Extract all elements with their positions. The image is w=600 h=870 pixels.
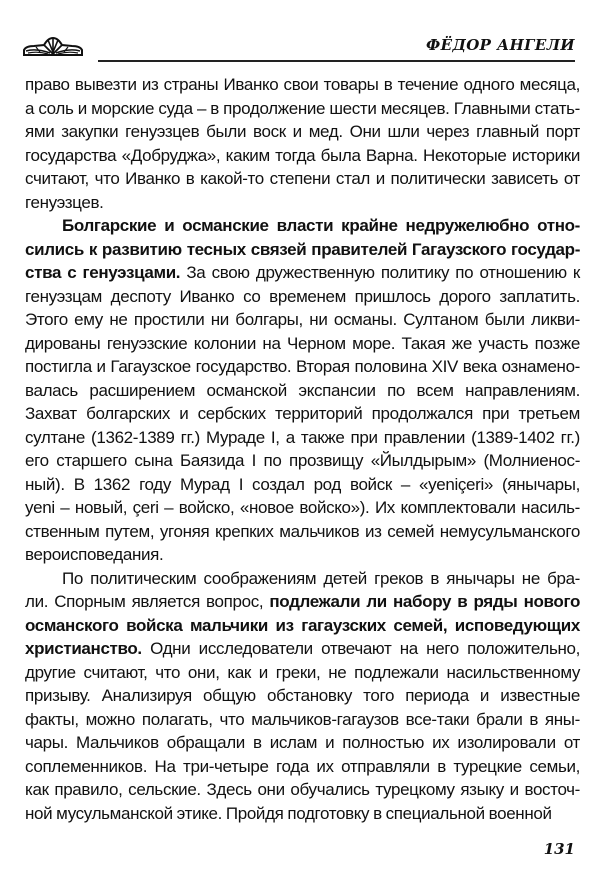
text-line: [25, 426, 580, 450]
text-line: [25, 285, 580, 309]
paragraph: [25, 214, 580, 567]
text-run: yeni – новый, çeri – войско, «новое войско»). Их комплектовали насиль-: [25, 498, 580, 517]
text-line: [25, 449, 580, 473]
text-line: [25, 661, 580, 685]
text-line: [25, 731, 580, 755]
bold-text: Болгарские и османские власти крайне недружелюбно отно-: [62, 216, 580, 235]
text-line: [25, 308, 580, 332]
text-run: генуэзцам деспоту Иванко со временем пришлось дорого заплатить.: [25, 286, 580, 306]
page-number: 131: [543, 840, 575, 858]
text-run: Одни исследователи отвечают на него положительно,: [141, 639, 580, 658]
paragraph: [25, 73, 580, 214]
text-run: ный). В 1362 году Мурад I создал род войск – «yeniçeri» (янычары,: [25, 474, 580, 494]
text-line: [25, 567, 580, 591]
text-run: другие считают, что они, как и греки, не подлежали насильственному: [25, 662, 580, 682]
text-line: [25, 708, 580, 732]
text-run: его старшего сына Баязида I по прозвищу «Йылдырым» (Молниенос-: [25, 451, 580, 470]
text-line: [25, 684, 580, 708]
text-line: [25, 379, 580, 403]
text-line: [25, 355, 580, 379]
text-run: Этого ему не простили ни болгары, ни османы. Султаном были ликви-: [25, 310, 580, 329]
text-line: [25, 614, 580, 638]
text-line: [25, 402, 580, 426]
text-run: ной мусульманской этике. Пройдя подготовку в специальной военной: [25, 803, 552, 823]
bold-text: подлежали ли набору в ряды нового: [269, 592, 580, 611]
text-run: султане (1362-1389 гг.) Мураде I, а также при правлении (1389-1402 гг.): [25, 427, 580, 447]
text-run: валась расширением османской экспансии по всем направлениям.: [25, 380, 580, 400]
text-run: а соль и морские суда – в продолжение шести месяцев. Главными стать-: [25, 98, 580, 118]
bold-text: османского войска мальчики из гагаузских семей, исповедующих: [25, 615, 580, 635]
text-run: По политическим соображениям детей греков в янычары не бра-: [62, 568, 580, 588]
page-header: [0, 0, 600, 62]
text-run: право вывезти из страны Иванко свои товары в течение одного месяца,: [25, 75, 580, 94]
body-text: [25, 73, 580, 825]
bold-text: ства с генуэзцами.: [25, 263, 181, 282]
text-run: постигла и Гагаузское государство. Вторая половина XIV века ознамено-: [25, 357, 580, 376]
text-line: [25, 144, 580, 168]
text-run: дированы генуэзские колонии на Черном море. Такая же участь позже: [25, 333, 580, 353]
text-line: [25, 167, 580, 191]
text-line: [25, 332, 580, 356]
text-run: государства «Добруджа», каким тогда была Варна. Некоторые историки: [25, 145, 580, 165]
text-line: [25, 120, 580, 144]
text-run: ственным путем, угоняя крепких мальчиков из семей немусульманского: [25, 521, 580, 541]
text-line: [25, 97, 580, 121]
text-line: [25, 543, 580, 567]
text-line: [25, 261, 580, 285]
text-line: [25, 73, 580, 97]
text-line: [25, 802, 580, 826]
bold-text: сились к развитию тесных связей правителей Гагаузского государ-: [25, 239, 580, 259]
text-run: призыву. Анализируя общую обстановку того периода и известные: [25, 686, 580, 705]
text-line: [25, 637, 580, 661]
paragraph: [25, 567, 580, 826]
running-title: ФЁДОР АНГЕЛИ: [426, 36, 575, 54]
text-run: Захват болгарских и сербских территорий продолжался при третьем: [25, 404, 580, 423]
text-run: факты, можно полагать, что мальчиков-гагаузов все-таки брали в яны-: [25, 709, 580, 729]
text-line: [25, 214, 580, 238]
text-run: как правило, сельские. Здесь они обучались турецкому языку и восточ-: [25, 780, 580, 799]
text-line: [25, 520, 580, 544]
text-line: [25, 191, 580, 215]
text-line: [25, 238, 580, 262]
text-line: [25, 473, 580, 497]
text-run: соплеменников. На три-четыре года их отправляли в турецкие семьи,: [25, 756, 580, 776]
text-run: ями закупки генуэзцев были воск и мед. Они шли через главный порт: [25, 122, 580, 141]
text-line: [25, 496, 580, 520]
text-run: генуэзцев.: [25, 192, 104, 212]
text-run: ли. Спорным является вопрос,: [25, 592, 270, 611]
fan-ornament-icon: [22, 36, 84, 58]
text-run: вероисповедания.: [25, 545, 164, 564]
header-rule: [98, 60, 575, 62]
bold-text: христианство.: [25, 639, 142, 658]
text-run: считают, что Иванко в какой-то степени стал и политически зависеть от: [25, 169, 580, 188]
text-run: чары. Мальчиков обращали в ислам и полностью их изолировали от: [25, 733, 580, 752]
text-line: [25, 755, 580, 779]
text-line: [25, 590, 580, 614]
text-run: За свою дружественную политику по отношению к: [180, 263, 580, 282]
text-line: [25, 778, 580, 802]
